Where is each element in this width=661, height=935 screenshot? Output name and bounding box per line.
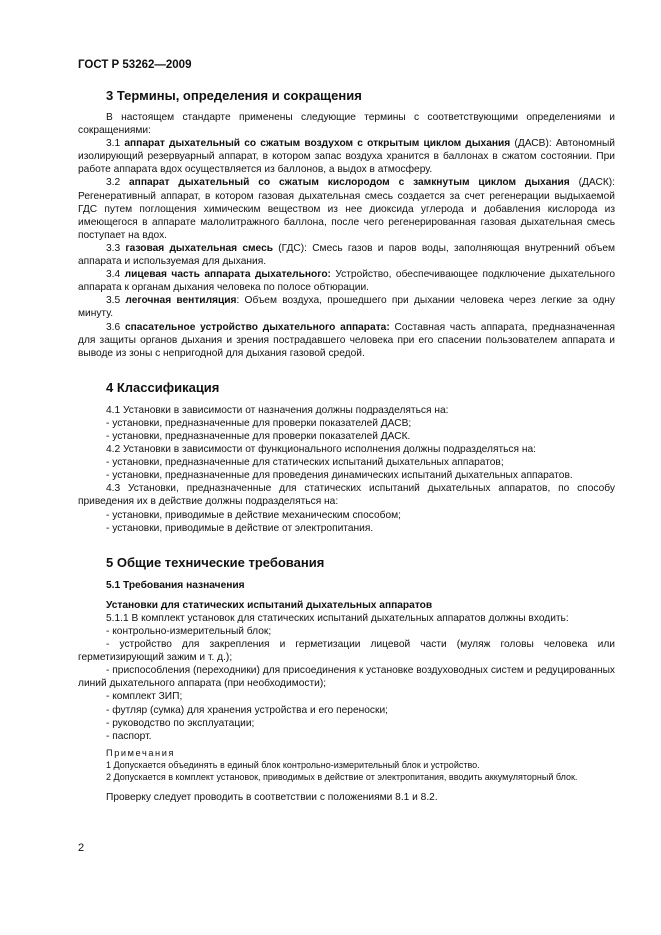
list-item: - установки, предназначенные для проверки показателей ДАСВ; [106, 417, 412, 429]
list-item: - футляр (сумка) для хранения устройства и его переноски; [106, 704, 389, 716]
list-item: - установки, приводимые в действие от электропитания. [106, 522, 374, 534]
term-3-1: 3.1 аппарат дыхательный со сжатым воздухом с открытым циклом дыхания (ДАСВ): Автономный изолирующий резервуарный аппарат, в котором запас воздуха хранится в баллонах в сжатом состоянии. При работе аппарата вдох осуществляется из баллонов, а выдох в атмосферу. [78, 138, 615, 176]
section-5-heading: 5 Общие технические требования [106, 554, 325, 570]
term-3-4: 3.4 лицевая часть аппарата дыхательного: Устройство, обеспечивающее подключение дыхательного аппарата к органам дыхания человека по полосе обтюрации. [78, 269, 616, 294]
list-item: - паспорт. [106, 730, 152, 742]
notes-title: Примечания [106, 747, 176, 758]
term-3-3: 3.3 газовая дыхательная смесь (ГДС): Смесь газов и паров воды, заполняющая внутренний объем аппарата и используемая для дыхания. [78, 242, 615, 268]
term-3-6: 3.6 спасательное устройство дыхательного аппарата: Составная часть аппарата, предназначенная для защиты органов дыхания и зрения пострадавшего человека при его спасении пользователем аппарата и выводе из зоны с непригодной для дыхания газовой средой. [78, 321, 615, 359]
list-item: - руководство по эксплуатации; [106, 717, 255, 729]
term-3-6-name: спасательное устройство дыхательного аппарата: [124, 321, 390, 333]
term-3-1-name: аппарат дыхательный со сжатым воздухом с открытым циклом дыхания [124, 138, 511, 150]
clause-4-3: 4.3 Установки, предназначенные для статических испытаний дыхательных аппаратов, по способу приведения их в действие должны подразделяться на: [78, 483, 615, 508]
document-header: ГОСТ Р 53262—2009 [78, 59, 192, 71]
subsubsection-heading: Установки для статических испытаний дыхательных аппаратов [106, 599, 433, 611]
page-number: 2 [78, 842, 85, 854]
list-item: - приспособления (переходники) для присоединения к установке воздуховодных систем и редуцированных линий дыхательного аппарата (при необходимости); [78, 665, 615, 690]
note-2: 2 Допускается в комплект установок, приводимых в действие от электропитания, вводить аккумуляторный блок. [106, 771, 578, 782]
document-body [78, 88, 615, 804]
list-item: - установки, приводимые в действие механическим способом; [106, 509, 401, 521]
list-item: - контрольно-измерительный блок; [106, 626, 272, 637]
components-list [78, 625, 615, 743]
term-3-2-name: аппарат дыхательный со сжатым кислородом с замкнутым циклом дыхания [129, 177, 570, 189]
subsection-5-1-heading: 5.1 Требования назначения [106, 579, 245, 591]
section-3-heading: 3 Термины, определения и сокращения [106, 88, 362, 103]
term-3-4-name: лицевая часть аппарата дыхательного: [124, 269, 331, 281]
clause-4-1: 4.1 Установки в зависимости от назначения должны подразделяться на: [106, 404, 449, 416]
term-3-2: 3.2 аппарат дыхательный со сжатым кислородом с замкнутым циклом дыхания (ДАСК): Регенеративный аппарат, в котором газовая дыхательная смесь создается за счет регенерации выдыхаемой ГДС путем поглощения химическим веществом из нее диоксида углерода и добавления кислорода из имеющегося в аппарате малолитражного баллона, после чего регенерированная газовая дыхательная смесь поступает на вдох. [78, 177, 615, 241]
term-3-3-name: газовая дыхательная смесь [125, 242, 274, 254]
list-item: - комплект ЗИП; [106, 691, 183, 703]
note-1: 1 Допускается объединять в единый блок контрольно-измерительный блок и устройство. [106, 759, 480, 770]
list-item: - установки, предназначенные для статических испытаний дыхательных аппаратов; [106, 457, 504, 469]
term-3-5: 3.5 легочная вентиляция: Объем воздуха, прошедшего при дыхании человека через легкие за одну минуту. [78, 295, 615, 320]
term-3-5-name: легочная вентиляция [125, 295, 237, 307]
list-item: - установки, предназначенные для проверки показателей ДАСК. [106, 430, 411, 442]
check-paragraph: Проверку следует проводить в соответствии с положениями 8.1 и 8.2. [106, 791, 438, 803]
list-item: - устройство для закрепления и герметизации лицевой части (муляж головы человека или герметизирующий зажим и т. д.); [78, 639, 615, 664]
section-3-intro: В настоящем стандарте применены следующие термины с соответствующими определениями и сокращениями: [78, 112, 615, 137]
list-item: - установки, предназначенные для проведения динамических испытаний дыхательных аппаратов. [106, 470, 573, 482]
section-4-heading: 4 Классификация [106, 379, 220, 395]
clause-5-1-1: 5.1.1 В комплект установок для статических испытаний дыхательных аппаратов должны входить: [106, 612, 569, 624]
clause-4-2: 4.2 Установки в зависимости от функционального исполнения должны подразделяться на: [106, 444, 536, 456]
